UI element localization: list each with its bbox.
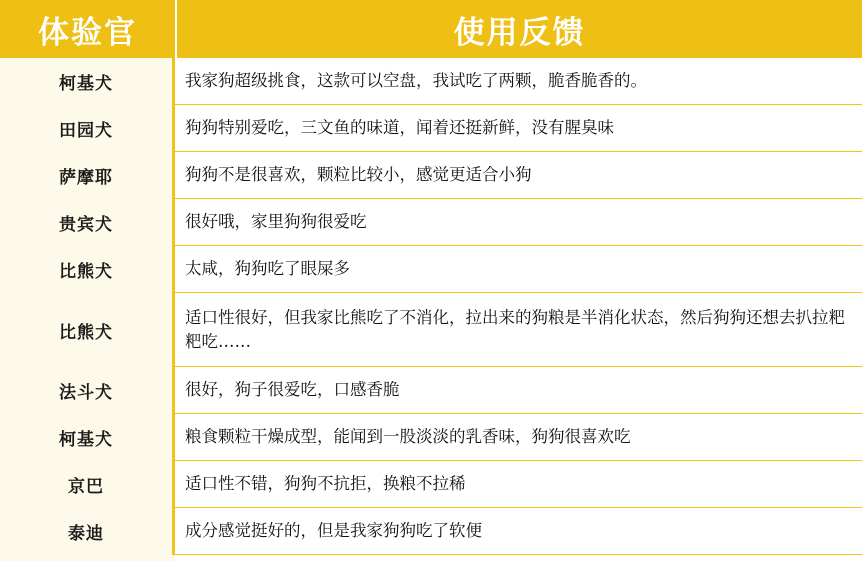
reviewer-name: 柯基犬	[0, 58, 175, 105]
table-row	[0, 414, 862, 461]
table-row	[0, 58, 862, 105]
table-row	[0, 105, 862, 152]
table-row	[0, 367, 862, 414]
reviewer-name: 萨摩耶	[0, 152, 175, 199]
feedback-text: 很好哦，家里狗狗很爱吃	[175, 199, 862, 246]
feedback-text: 我家狗超级挑食，这款可以空盘，我试吃了两颗，脆香脆香的。	[175, 58, 862, 105]
feedback-text: 粮食颗粒干燥成型，能闻到一股淡淡的乳香味，狗狗很喜欢吃	[175, 414, 862, 461]
feedback-text: 适口性很好，但我家比熊吃了不消化，拉出来的狗粮是半消化状态，然后狗狗还想去扒拉粑粑吃……	[175, 293, 862, 367]
table-bottom-edge	[0, 555, 862, 561]
table-body	[0, 58, 862, 555]
table-row	[0, 293, 862, 367]
feedback-text: 太咸，狗狗吃了眼屎多	[175, 246, 862, 293]
feedback-text: 很好，狗子很爱吃，口感香脆	[175, 367, 862, 414]
reviewer-name: 比熊犬	[0, 293, 175, 367]
reviewer-name: 法斗犬	[0, 367, 175, 414]
feedback-text: 成分感觉挺好的，但是我家狗狗吃了软便	[175, 508, 862, 555]
table-row	[0, 461, 862, 508]
table-row	[0, 152, 862, 199]
feedback-text: 狗狗特别爱吃，三文鱼的味道，闻着还挺新鲜，没有腥臭味	[175, 105, 862, 152]
table-row	[0, 199, 862, 246]
reviewer-name: 泰迪	[0, 508, 175, 555]
table-row	[0, 508, 862, 555]
feedback-text: 适口性不错，狗狗不抗拒，换粮不拉稀	[175, 461, 862, 508]
column-header-reviewer: 体验官	[0, 0, 177, 58]
reviewer-name: 田园犬	[0, 105, 175, 152]
table-header-row	[0, 0, 862, 58]
reviewer-name: 比熊犬	[0, 246, 175, 293]
reviewer-name: 柯基犬	[0, 414, 175, 461]
table-row	[0, 246, 862, 293]
feedback-text: 狗狗不是很喜欢，颗粒比较小，感觉更适合小狗	[175, 152, 862, 199]
column-header-feedback: 使用反馈	[177, 0, 862, 58]
reviewer-name: 贵宾犬	[0, 199, 175, 246]
reviewer-name: 京巴	[0, 461, 175, 508]
